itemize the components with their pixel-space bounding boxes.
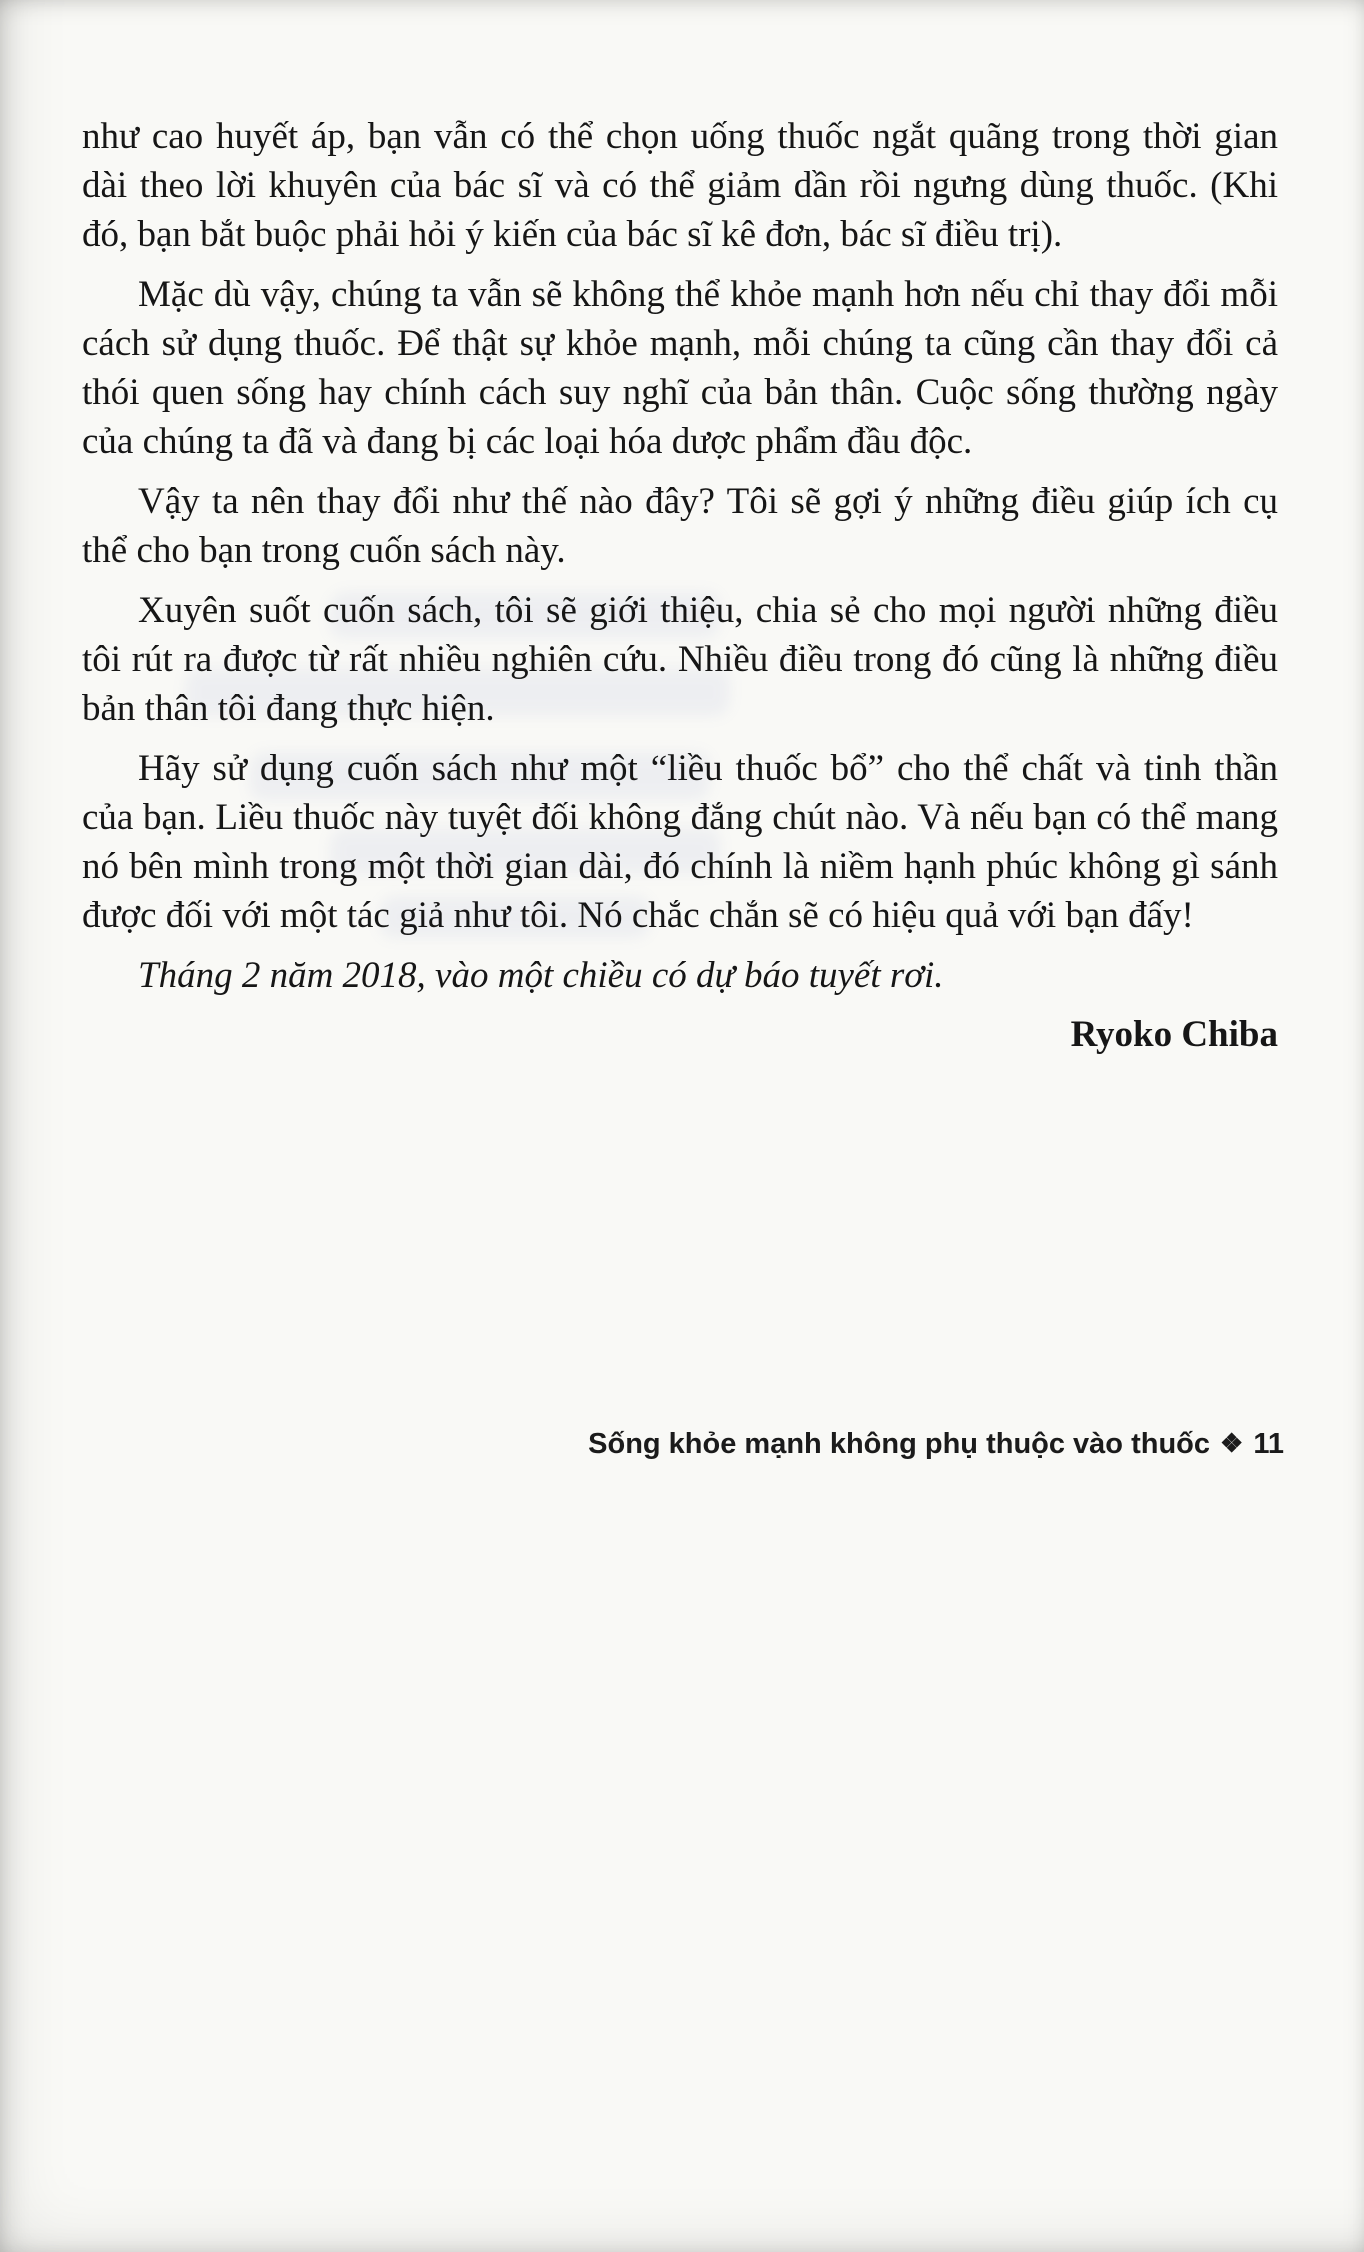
paragraph: Vậy ta nên thay đổi như thế nào đây? Tôi sẽ gợi ý những điều giúp ích cụ thể cho bạn trong cuốn sách này. xyxy=(82,481,1278,571)
paragraph: Mặc dù vậy, chúng ta vẫn sẽ không thể khỏe mạnh hơn nếu chỉ thay đổi mỗi cách sử dụng thuốc. Để thật sự khỏe mạnh, mỗi chúng ta cũng cần thay đổi cả thói quen sống hay chính cách suy nghĩ của bản thân. Cuộc sống thường ngày của chúng ta đã và đang bị các loại hóa dược phẩm đầu độc. xyxy=(82,274,1278,462)
date-line: Tháng 2 năm 2018, vào một chiều có dự báo tuyết rơi. xyxy=(138,955,944,996)
page-number: 11 xyxy=(1253,1428,1284,1460)
paragraph: như cao huyết áp, bạn vẫn có thể chọn uống thuốc ngắt quãng trong thời gian dài theo lời khuyên của bác sĩ và có thể giảm dần rồi ngưng dùng thuốc. (Khi đó, bạn bắt buộc phải hỏi ý kiến của bác sĩ kê đơn, bác sĩ điều trị). xyxy=(82,116,1278,255)
author-name: Ryoko Chiba xyxy=(1070,1014,1278,1055)
diamond-icon: ❖ xyxy=(1220,1428,1244,1458)
paragraph-container xyxy=(82,112,1278,940)
footer-book-title: Sống khỏe mạnh không phụ thuộc vào thuốc xyxy=(588,1428,1211,1460)
paragraph: Hãy sử dụng cuốn sách như một “liều thuốc bổ” cho thể chất và tinh thần của bạn. Liều thuốc này tuyệt đối không đắng chút nào. Và nếu bạn có thể mang nó bên mình trong một thời gian dài, đó chính là niềm hạnh phúc không gì sánh được đối với một tác giả như tôi. Nó chắc chắn sẽ có hiệu quả với bạn đấy! xyxy=(82,748,1278,936)
body-text-block xyxy=(82,112,1278,1059)
paragraph: Xuyên suốt cuốn sách, tôi sẽ giới thiệu, chia sẻ cho mọi người những điều tôi rút ra được từ rất nhiều nghiên cứu. Nhiều điều trong đó cũng là những điều bản thân tôi đang thực hiện. xyxy=(82,590,1278,729)
running-footer xyxy=(588,1428,1284,1461)
